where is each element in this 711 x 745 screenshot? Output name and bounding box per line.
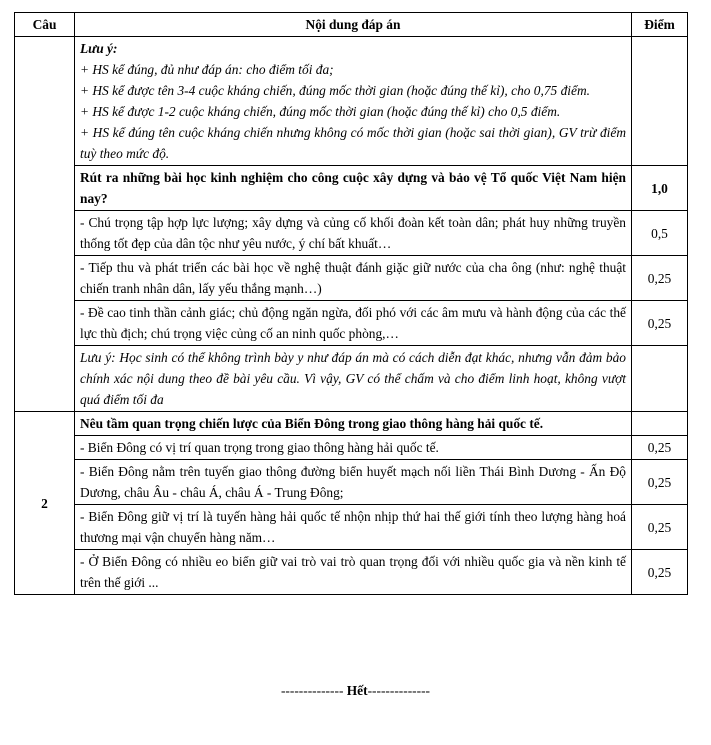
table-row (15, 436, 688, 460)
question-b-note: Lưu ý: Học sinh có thể không trình bày y như đáp án mà có cách diễn đạt khác, nhưng vẫn đảm bảo chính xác nội dung theo đề bài yêu cầu. Vì vậy, GV có thể chấm và cho điểm linh hoạt, không vượt quá điểm tối đa (75, 346, 632, 412)
table-row (15, 211, 688, 256)
end-text: Hết (346, 683, 368, 698)
note-line: + HS kể được tên 3-4 cuộc kháng chiến, đúng mốc thời gian (hoặc đúng thế kỉ), cho 0,75 điểm. (80, 83, 590, 98)
end-dashes-right: -------------- (367, 683, 431, 698)
question-b-row (15, 166, 688, 211)
header-row (15, 13, 688, 37)
note-score (632, 37, 688, 166)
answer-item: - Biển Đông nằm trên tuyến giao thông đường biển huyết mạch nối liền Thái Bình Dương - Ấn Độ Dương, châu Âu - châu Á, châu Á - Trung Đông; (75, 460, 632, 505)
question-2-score (632, 412, 688, 436)
end-marker (0, 683, 711, 699)
question-b-score: 1,0 (632, 166, 688, 211)
answer-score: 0,25 (632, 460, 688, 505)
note-line: + HS kể được 1-2 cuộc kháng chiến, đúng mốc thời gian (hoặc đúng thế kỉ) cho 0,5 điểm. (80, 104, 561, 119)
header-cau: Câu (15, 13, 75, 37)
answer-score: 0,25 (632, 436, 688, 460)
answer-score: 0,5 (632, 211, 688, 256)
answer-item: - Tiếp thu và phát triển các bài học về nghệ thuật đánh giặc giữ nước của cha ông (như: nghệ thuật chiến tranh nhân dân, lấy yếu thắng mạnh…) (75, 256, 632, 301)
table-row (15, 256, 688, 301)
answer-score: 0,25 (632, 550, 688, 595)
question-2-number: 2 (15, 412, 75, 595)
answer-score: 0,25 (632, 301, 688, 346)
table-row (15, 346, 688, 412)
answer-score: 0,25 (632, 505, 688, 550)
note-title: Lưu ý: (80, 41, 118, 56)
answer-item: - Biển Đông có vị trí quan trọng trong giao thông hàng hải quốc tế. (75, 436, 632, 460)
answer-score: 0,25 (632, 256, 688, 301)
header-score: Điểm (632, 13, 688, 37)
cau-cell-previous (15, 37, 75, 412)
question-2-text: Nêu tầm quan trọng chiến lược của Biển Đông trong giao thông hàng hải quốc tế. (75, 412, 632, 436)
note-line: + HS kể đúng tên cuộc kháng chiến nhưng không có mốc thời gian (hoặc sai thời gian), GV trừ điểm tuỳ theo mức độ. (80, 125, 626, 161)
answer-item: - Biển Đông giữ vị trí là tuyến hàng hải quốc tế nhộn nhịp thứ hai thế giới tính theo lượng hàng hoá thương mại vận chuyển hàng năm… (75, 505, 632, 550)
answer-item: - Chú trọng tập hợp lực lượng; xây dựng và củng cố khối đoàn kết toàn dân; phát huy những truyền thống tốt đẹp của dân tộc như yêu nước, ý chí bất khuất… (75, 211, 632, 256)
note-line: + HS kể đúng, đủ như đáp án: cho điểm tối đa; (80, 62, 334, 77)
answer-key-table (14, 12, 688, 595)
question-2-row (15, 412, 688, 436)
table-row (15, 301, 688, 346)
table-row (15, 460, 688, 505)
question-b-text: Rút ra những bài học kinh nghiệm cho công cuộc xây dựng và bảo vệ Tổ quốc Việt Nam hiện nay? (75, 166, 632, 211)
end-dashes-left: -------------- (280, 683, 347, 698)
note-row (15, 37, 688, 166)
table-row (15, 550, 688, 595)
answer-score-empty (632, 346, 688, 412)
note-block (75, 37, 632, 166)
answer-item: - Ở Biển Đông có nhiều eo biển giữ vai trò vai trò quan trọng đối với nhiều quốc gia và nền kinh tế trên thế giới ... (75, 550, 632, 595)
answer-item: - Đề cao tinh thần cảnh giác; chủ động ngăn ngừa, đối phó với các âm mưu và hành động của các thế lực thù địch; chú trọng việc củng cố an ninh quốc phòng,… (75, 301, 632, 346)
table-row (15, 505, 688, 550)
header-content: Nội dung đáp án (75, 13, 632, 37)
